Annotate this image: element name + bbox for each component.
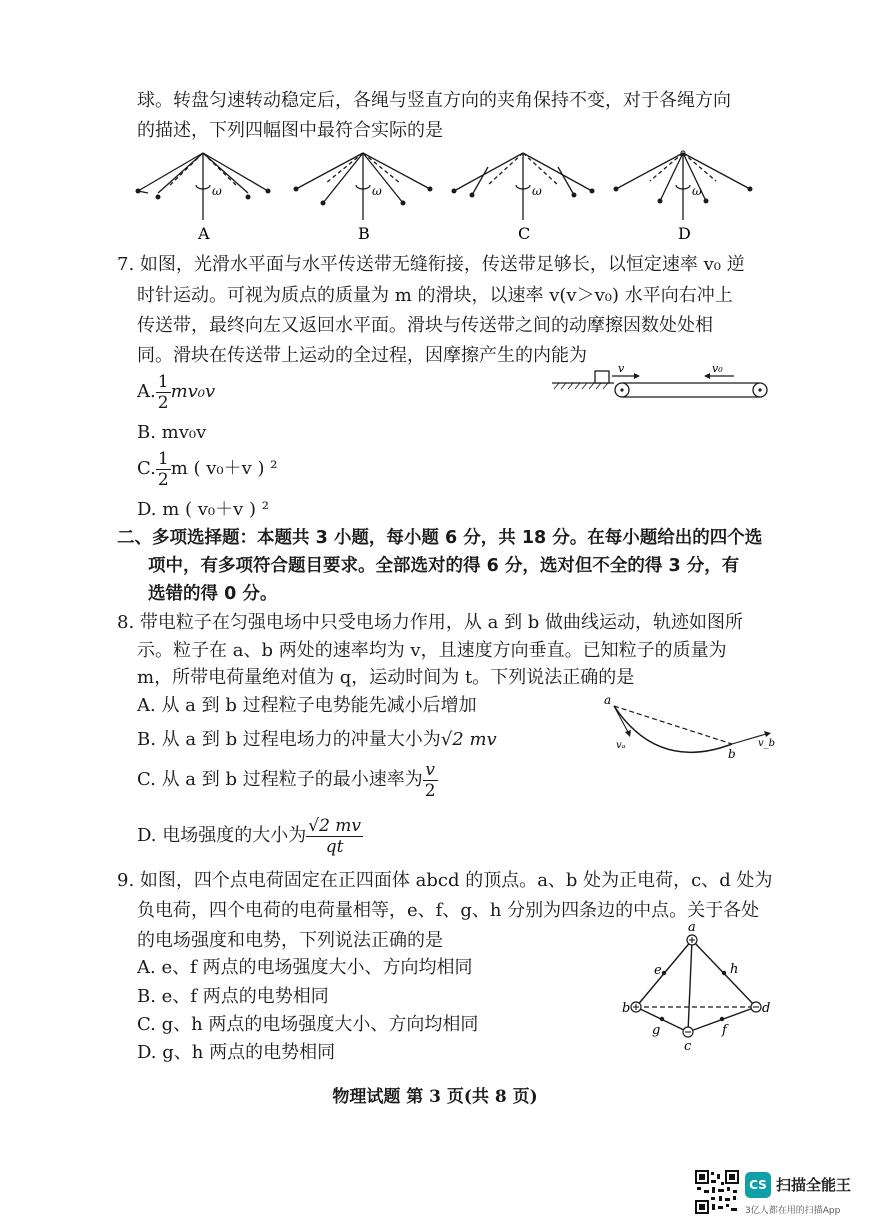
q6-text-line1: 球。转盘匀速转动稳定后，各绳与竖直方向的夹角保持不变，对于各绳方向 <box>137 90 731 111</box>
figure-label-a: A <box>198 224 210 243</box>
point-b-label: b <box>728 747 736 761</box>
camscanner-name: 扫描全能王 <box>776 1176 852 1194</box>
q8-text-line1: 8. 带电粒子在匀强电场中只受电场力作用，从 a 到 b 做曲线运动，轨迹如图所 <box>117 612 744 633</box>
q6-text-line2: 的描述，下列四幅图中最符合实际的是 <box>137 120 443 141</box>
qr-code-icon <box>695 1170 739 1214</box>
q7-conveyor-figure <box>552 362 772 402</box>
velocity-v-label: v <box>618 362 625 375</box>
svg-text:ω: ω <box>532 184 542 198</box>
q7-option-d: D. m ( v₀＋v ) ² <box>137 499 270 520</box>
midpoint-f-label: f <box>722 1023 727 1038</box>
q8-trajectory-figure <box>598 692 778 762</box>
q9-tetrahedron-figure <box>620 920 780 1055</box>
svg-text:ω: ω <box>692 184 702 198</box>
q8-option-c: C. 从 a 到 b 过程粒子的最小速率为 $\frac{v}{2}$ <box>137 759 436 801</box>
vertex-b-label: b <box>622 1001 631 1016</box>
q7-text-line3: 传送带，最终向左又返回水平面。滑块与传送带之间的动摩擦因数处处相 <box>137 315 713 336</box>
q6-figure-a <box>128 145 278 245</box>
q7-option-b: B. mv₀v <box>137 422 207 443</box>
q6-figure-b <box>288 145 438 245</box>
vertex-a-label: a <box>688 920 696 935</box>
velocity-v0-label: v₀ <box>712 362 723 375</box>
q8-option-d: D. 电场强度的大小为 $\frac{√2 mv}{qt}$ <box>137 815 362 857</box>
velocity-va-label: vₐ <box>616 740 626 751</box>
midpoint-h-label: h <box>730 962 739 977</box>
q7-text-line2: 时针运动。可视为质点的质量为 m 的滑块，以速率 v(v＞v₀) 水平向右冲上 <box>137 285 733 306</box>
figure-label-d: D <box>678 224 691 243</box>
page-footer: 物理试题 第 3 页(共 8 页) <box>332 1087 538 1107</box>
figure-label-c: C <box>518 224 531 243</box>
q6-figure-d <box>608 145 758 245</box>
q9-option-a: A. e、f 两点的电场强度大小、方向均相同 <box>137 957 473 978</box>
q9-text-line2: 负电荷，四个电荷的电荷量相等，e、f、g、h 分别为四条边的中点。关于各处 <box>137 900 760 921</box>
q9-text-line1: 9. 如图，四个点电荷固定在正四面体 abcd 的顶点。a、b 处为正电荷，c、d 处为 <box>117 870 773 891</box>
vertex-c-label: c <box>684 1039 692 1054</box>
q6-figure-c <box>448 145 598 245</box>
camscanner-tagline: 3亿人都在用的扫描App <box>745 1206 841 1216</box>
velocity-vb-label: v_b <box>758 738 776 749</box>
q8-text-line3: m，所带电荷量绝对值为 q，运动时间为 t。下列说法正确的是 <box>137 667 635 688</box>
svg-text:ω: ω <box>372 184 382 198</box>
section2-heading-line3: 选错的得 0 分。 <box>148 584 278 604</box>
section2-heading-line1: 二、多项选择题：本题共 3 小题，每小题 6 分，共 18 分。在每小题给出的四个选 <box>117 528 763 548</box>
midpoint-e-label: e <box>654 963 662 978</box>
q8-option-a: A. 从 a 到 b 过程粒子电势能先减小后增加 <box>137 695 477 716</box>
point-a-label: a <box>604 693 612 707</box>
figure-label-b: B <box>358 224 370 243</box>
q8-option-b: B. 从 a 到 b 过程电场力的冲量大小为√2 mv <box>137 729 497 750</box>
omega-label: ω <box>212 184 222 198</box>
q9-text-line3: 的电场强度和电势，下列说法正确的是 <box>137 930 443 951</box>
q9-option-c: C. g、h 两点的电场强度大小、方向均相同 <box>137 1014 479 1035</box>
q9-option-d: D. g、h 两点的电势相同 <box>137 1042 336 1063</box>
q7-option-c: C. $\frac{1}{2}$ m ( v₀＋v ) ² <box>137 448 278 490</box>
q7-text-line4: 同。滑块在传送带上运动的全过程，因摩擦产生的内能为 <box>137 345 587 366</box>
camscanner-logo: CS <box>745 1172 771 1198</box>
q8-text-line2: 示。粒子在 a、b 两处的速率均为 v，且速度方向垂直。已知粒子的质量为 <box>137 640 727 661</box>
q9-option-b: B. e、f 两点的电势相同 <box>137 986 329 1007</box>
section2-heading-line2: 项中，有多项符合题目要求。全部选对的得 6 分，选对但不全的得 3 分，有 <box>148 556 740 576</box>
q7-option-a: A. $\frac{1}{2}$ mv₀v <box>137 371 216 413</box>
q7-text-line1: 7. 如图，光滑水平面与水平传送带无缝衔接，传送带足够长，以恒定速率 v₀ 逆 <box>117 254 745 275</box>
vertex-d-label: d <box>762 1001 771 1016</box>
midpoint-g-label: g <box>652 1023 661 1038</box>
